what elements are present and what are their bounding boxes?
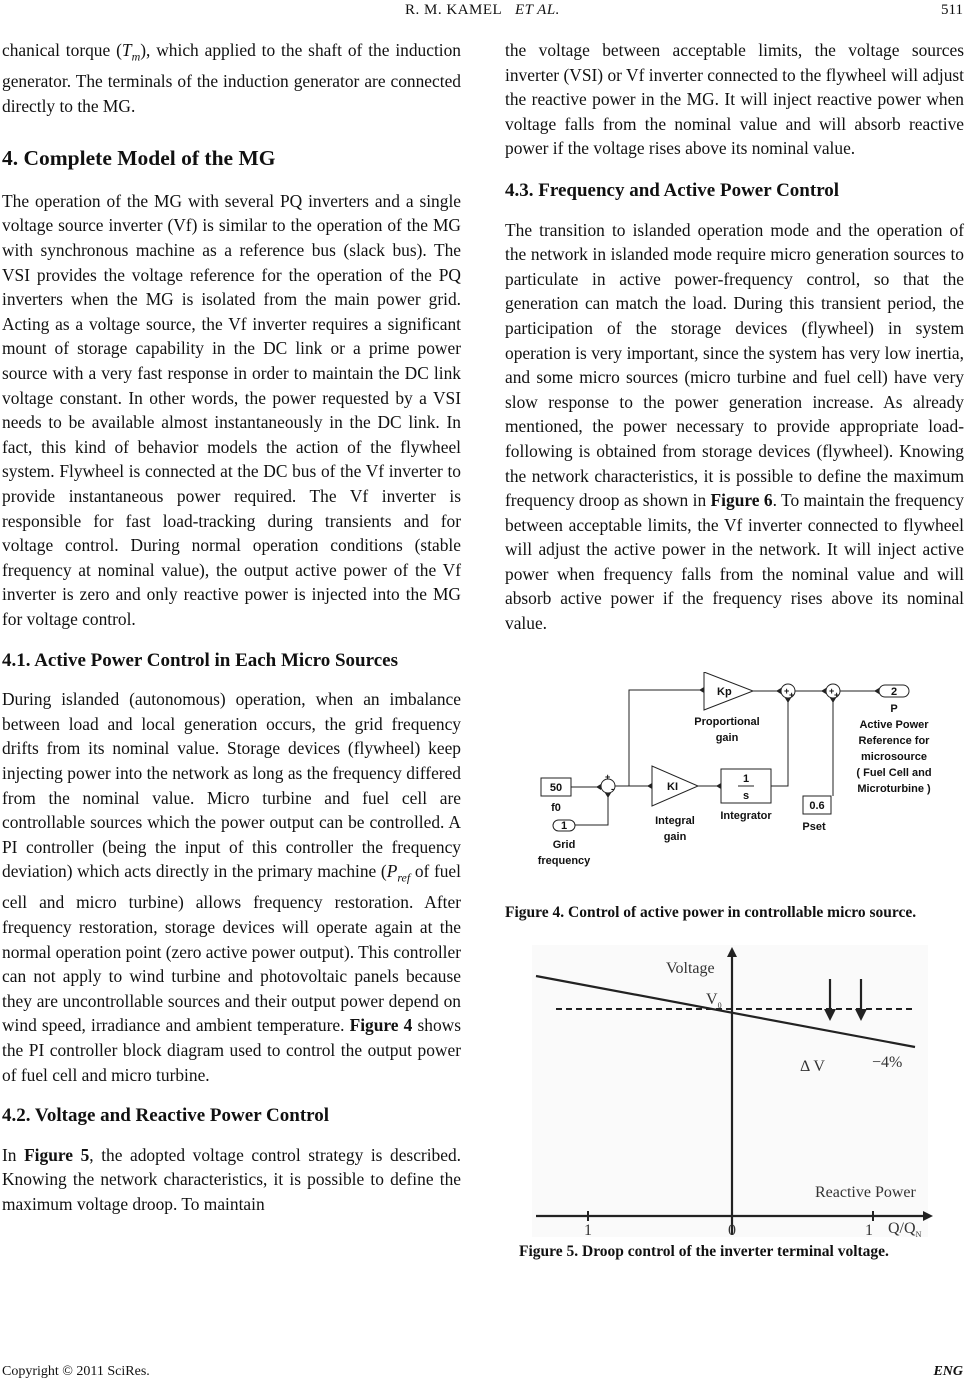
section-heading-4-1: 4.1. Active Power Control in Each Micro Sources (2, 649, 398, 671)
section-heading-4: 4. Complete Model of the MG (2, 146, 276, 171)
proportional-label-1: Proportional (694, 715, 760, 728)
label-grid: Grid (552, 838, 576, 851)
sum2-plus-b: + (789, 689, 795, 700)
page-header (0, 0, 965, 26)
page-number: 511 (941, 2, 963, 18)
figure-4-caption: Figure 4. Control of active power in controllable micro source. (505, 903, 917, 921)
paragraph-induction: chanical torque $(T_m)$, which applied to the shaft of the induction generator. The terminals of the induction generator are connected directly to the MG. (2, 40, 462, 116)
left-column (2, 38, 461, 1216)
paragraph-model: The operation of the MG with several PQ inverters and a single voltage source inverter (Vf) is similar to the operation of the MG with synchronous machine as a reference bus (slack bus). The VSI provides the voltage reference for the operation of the PQ inverters when the MG is isolated from the main power grid. Acting as a voltage source, the Vf inverter requires a significant mount of storage capability in the DC link or a prime power source with a very fast response in order to maintain the DC link voltage constant. In other words, the power requested by a VSI needs to be available almost instantaneously in the DC link. In fact, this kind of behavior models the action of the flywheel system. Flywheel is connected at the DC bus of the Vf inverter to provide instantaneous power required. The Vf inverter is responsible for fast load-tracking during transients and for voltage control. During normal operation conditions (stable frequency at nominal value), the output active power of the Vf inverter is zero and only reactive power is injected into the MG for voltage control. (2, 190, 461, 629)
paragraph-voltage: In Figure 5, the adopted voltage control strategy is described. Knowing the network characteristics, it is possible to define the maximum voltage droop. To maintain (2, 1144, 461, 1214)
figure-4-block-diagram (505, 672, 964, 882)
const-50: 50 (549, 781, 563, 794)
output-label-5: ( Fuel Cell and (856, 766, 932, 779)
copyright: Copyright © 2011 SciRes. (2, 1364, 150, 1379)
output-label-4: microsource (860, 750, 928, 763)
figure-5-caption: Figure 5. Droop control of the inverter terminal voltage. (519, 1242, 889, 1260)
sum3-plus-a: + (829, 685, 835, 696)
y-axis-title: Voltage (666, 959, 715, 977)
section-heading-4-3: 4.3. Frequency and Active Power Control (505, 179, 840, 201)
right-column (505, 38, 964, 1262)
x-axis-unit: $Q/Q_N$ (888, 1219, 922, 1239)
label-f0: f0 (551, 801, 561, 814)
ki-label: KI (667, 780, 678, 793)
sum1-plus: + (605, 771, 611, 782)
sum2-plus-a: + (784, 685, 790, 696)
figure-5-droop-chart (505, 945, 964, 1241)
pset-value: 0.6 (809, 799, 825, 812)
journal-name: ENG (933, 1364, 963, 1379)
label-frequency: frequency (537, 854, 591, 867)
kp-label: Kp (717, 685, 732, 698)
authors: R. M. KAMEL (405, 2, 503, 18)
tick-zero: 0 (728, 1221, 736, 1239)
paragraph-voltage-cont: the voltage between acceptable limits, the voltage sources inverter (VSI) or Vf inverter connected to the flywheel will adjust the reactive power in the MG. It will inject reactive power when voltage falls from the nominal value and will absorb reactive power if the voltage rises above its nominal value. (505, 40, 964, 159)
output-label-6: Microturbine ) (857, 782, 931, 795)
sum1-minus: - (611, 783, 614, 794)
section-heading-4-2: 4.2. Voltage and Reactive Power Control (2, 1105, 330, 1127)
minus-4pct-label: −4% (872, 1053, 903, 1071)
tick-left: 1 (584, 1221, 592, 1239)
tick-right: 1 (865, 1221, 873, 1239)
integral-label-1: Integral (655, 814, 695, 827)
paragraph-frequency: The transition to islanded operation mode and the operation of the network in islanded mode require micro generation sources to particulate in active power-frequency control, so that the generation can match the load. During this transient period, the participation of the storage devices (flywheel) in system operation is very important, since the system has very low inertia, and some micro sources (micro turbine and fuel cell) have very slow response to the power generation increase. As already mentioned, the power necessary to provide appropriate load-following is obtained from storage devices (flywheel). Knowing the network characteristics, it is possible to define the maximum frequency droop as shown in Figure 6. To maintain the frequency between acceptable limits, the Vf inverter connected to flywheel will adjust the active power in the network. It will inject active power when frequency falls from the nominal value and will absorb active power if the frequency rises above its nominal value. (505, 219, 964, 634)
page-footer (2, 1364, 963, 1380)
integrator-label: Integrator (720, 809, 772, 822)
output-label-3: Reference for (858, 734, 930, 747)
output-number: 2 (890, 685, 898, 698)
integrator-denominator: s (742, 789, 750, 802)
pset-label: Pset (802, 820, 826, 833)
integral-label-2: gain (663, 830, 687, 843)
proportional-label-2: gain (715, 731, 739, 744)
output-label-2: Active Power (859, 718, 929, 731)
connector-lines (571, 690, 879, 825)
sum3-plus-b: + (834, 689, 840, 700)
paragraph-active-power: During islanded (autonomous) operation, when an imbalance between load and local generation occurs, the grid frequency drifts from its nominal value. Storage devices (flywheel) keep injecting power into the network as long as the frequency differed from the nominal value. Micro turbine and fuel cell are controllable sources which the power output can be controlled. A PI controller (being the input of this controller the frequency deviation) which acts directly in the primary machine ($P_{ref}$ of fuel cell and micro turbine) allows frequency restoration. After frequency restoration, storage devices will operate again at the normal operation point (zero active power output). This controller can not apply to wind turbine and photovoltaic panels because they are uncontrollable sources and their output power depend on wind speed, irradiance and ambient temperature. Figure 4 shows the PI controller block diagram used to control the output power of fuel cell and micro turbine. (2, 689, 461, 1085)
x-axis-title: Reactive Power (815, 1183, 916, 1201)
integrator-numerator: 1 (742, 772, 750, 785)
const-1: 1 (560, 819, 568, 832)
delta-v-label: Δ V (800, 1057, 825, 1075)
running-head (0, 2, 965, 19)
output-label-1: P (890, 702, 898, 715)
v0-label: $V_0$ (706, 990, 722, 1010)
et-al: ET AL. (514, 2, 560, 18)
